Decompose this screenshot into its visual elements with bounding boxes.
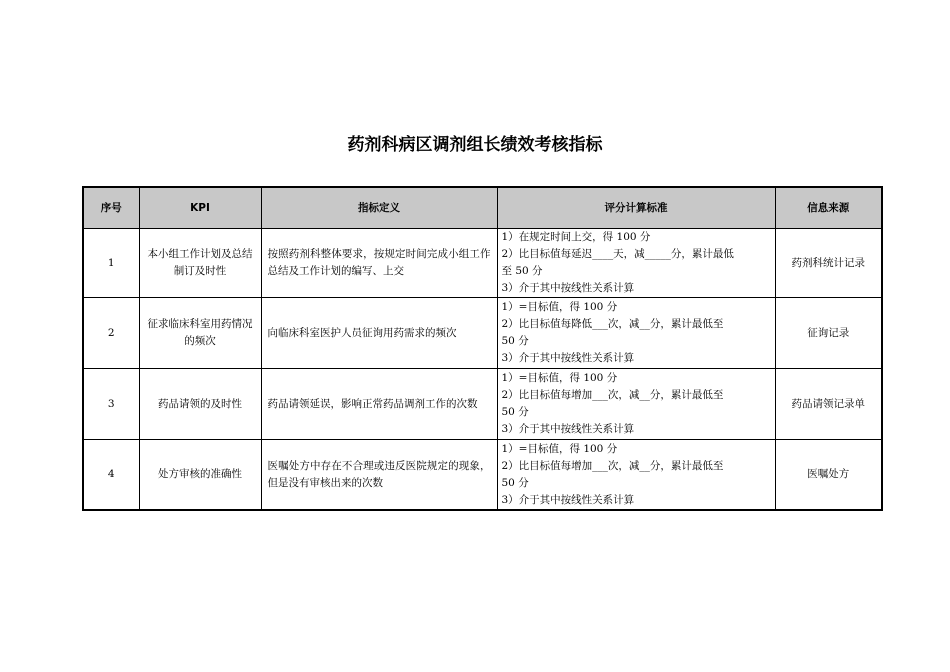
criteria-line: 1）=目标值，得 100 分 [501, 372, 618, 384]
row-criteria [497, 369, 775, 440]
row-kpi: 处方审核的准确性 [139, 440, 261, 511]
criteria-line: 50 分 [501, 406, 529, 418]
table-row [83, 369, 882, 440]
criteria-line: 3）介于其中按线性关系计算 [501, 352, 635, 364]
criteria-line: 50 分 [501, 476, 529, 489]
row-no: 3 [83, 369, 139, 440]
table-row [83, 440, 882, 511]
row-kpi: 本小组工作计划及总结制订及时性 [139, 229, 261, 298]
row-definition: 向临床科室医护人员征询用药需求的频次 [261, 298, 497, 369]
table-header-row [83, 187, 882, 229]
criteria-line: 1）=目标值，得 100 分 [501, 442, 618, 455]
table-row [83, 298, 882, 369]
row-kpi: 药品请领的及时性 [139, 369, 261, 440]
criteria-line: 3）介于其中按线性关系计算 [501, 282, 635, 294]
row-definition: 药品请领延误，影响正常药品调剂工作的次数 [261, 369, 497, 440]
row-kpi: 征求临床科室用药情况的频次 [139, 298, 261, 369]
row-criteria [497, 440, 775, 511]
row-definition: 医嘱处方中存在不合理或违反医院规定的现象，但是没有审核出来的次数 [261, 440, 497, 511]
row-criteria [497, 229, 775, 298]
row-no: 2 [83, 298, 139, 369]
criteria-line: 2）比目标值每增加___次，减__分，累计最低至 [501, 389, 724, 401]
header-criteria: 评分计算标准 [497, 187, 775, 229]
row-source: 征询记录 [775, 298, 882, 369]
kpi-table [82, 186, 883, 511]
row-source: 药剂科统计记录 [775, 229, 882, 298]
criteria-line: 2）比目标值每延迟____天，减_____分，累计最低 [501, 248, 734, 260]
header-definition: 指标定义 [261, 187, 497, 229]
header-source: 信息来源 [775, 187, 882, 229]
criteria-line: 至 50 分 [501, 265, 543, 277]
table-row [83, 229, 882, 298]
criteria-line: 1）在规定时间上交，得 100 分 [501, 231, 651, 243]
row-no: 1 [83, 229, 139, 298]
criteria-line: 1）=目标值，得 100 分 [501, 301, 618, 313]
row-source: 药品请领记录单 [775, 369, 882, 440]
header-no: 序号 [83, 187, 139, 229]
criteria-line: 3）介于其中按线性关系计算 [501, 423, 635, 435]
criteria-line: 3）介于其中按线性关系计算 [501, 493, 635, 506]
header-kpi: KPI [139, 187, 261, 229]
row-no: 4 [83, 440, 139, 511]
criteria-line: 2）比目标值每降低___次，减__分，累计最低至 [501, 318, 724, 330]
row-definition: 按照药剂科整体要求，按规定时间完成小组工作总结及工作计划的编写、上交 [261, 229, 497, 298]
criteria-line: 50 分 [501, 335, 529, 347]
document-title: 药剂科病区调剂组长绩效考核指标 [347, 135, 603, 155]
criteria-line: 2）比目标值每增加___次，减__分，累计最低至 [501, 459, 724, 472]
row-criteria [497, 298, 775, 369]
row-source: 医嘱处方 [775, 440, 882, 511]
